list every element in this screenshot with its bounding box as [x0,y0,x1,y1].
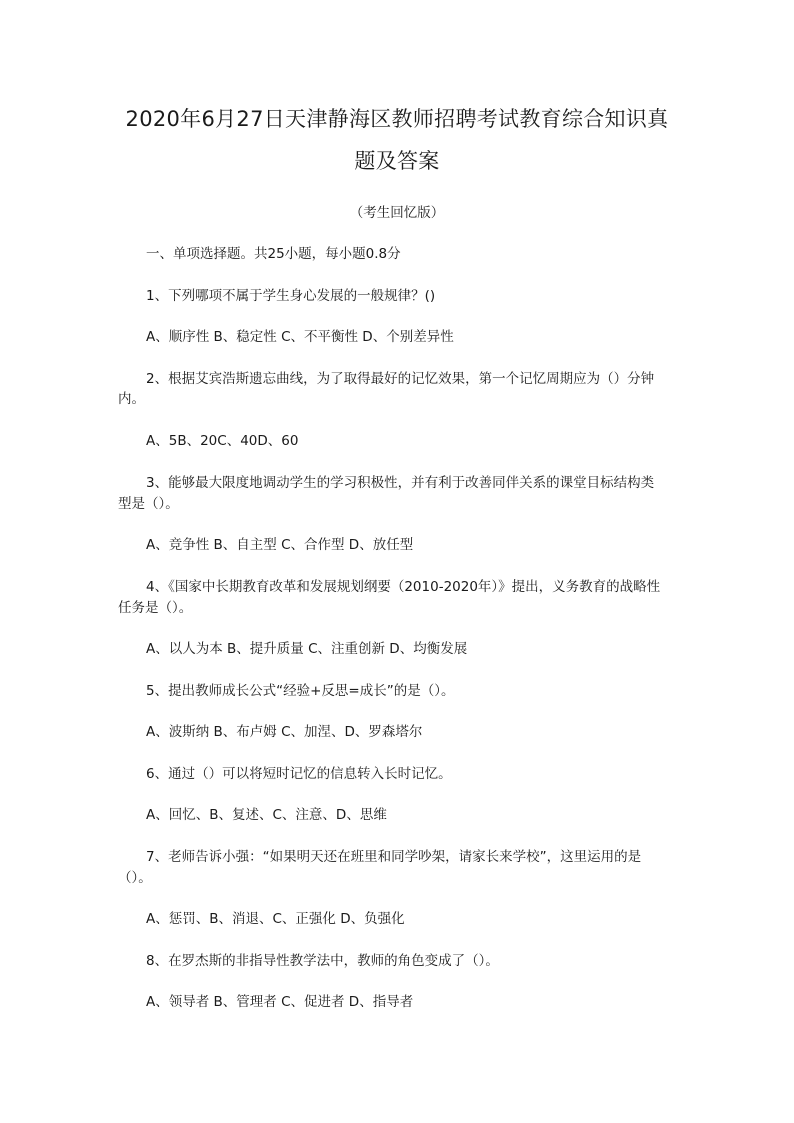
question-1-options-text: A、顺序性 B、稳定性 C、不平衡性 D、个别差异性 [146,329,454,345]
section-heading [118,244,678,264]
question-4-stem [118,577,678,597]
question-8-options [118,992,678,1012]
question-2-options-text: A、5B、20C、40D、60 [146,433,299,449]
question-5-options-text: A、波斯纳 B、布卢姆 C、加涅、D、罗森塔尔 [146,724,423,740]
question-6-stem [118,764,678,784]
question-5-stem-text: 5、提出教师成长公式“经验+反思=成长”的是（）。 [146,683,455,699]
question-2-stem-continued: 内。 [118,391,145,407]
question-3-stem-text: 3、能够最大限度地调动学生的学习积极性，并有利于改善同伴关系的课堂目标结构类 [146,475,655,491]
question-2-stem [118,369,678,389]
question-3-stem [118,473,678,493]
question-7-stem-continued: （）。 [118,870,152,886]
document-title-line-2: 题及答案 [354,149,440,173]
question-7-options [118,909,678,929]
section-heading-text: 一、单项选择题。共25小题，每小题0.8分 [146,246,401,262]
question-4-options [118,639,678,659]
question-2-options [118,431,678,451]
document-subtitle: （考生回忆版） [349,205,445,221]
question-8-stem [118,951,678,971]
question-5-stem [118,681,678,701]
question-5-options [118,722,678,742]
question-6-stem-text: 6、通过（）可以将短时记忆的信息转入长时记忆。 [146,766,452,782]
question-7-options-text: A、惩罚、B、消退、C、正强化 D、负强化 [146,911,405,927]
question-8-stem-text: 8、在罗杰斯的非指导性教学法中，教师的角色变成了（）。 [146,953,499,969]
question-4-stem-continued: 任务是（）。 [118,600,193,616]
question-3-options-text: A、竞争性 B、自主型 C、合作型 D、放任型 [146,537,414,553]
question-2-stem-text: 2、根据艾宾浩斯遗忘曲线，为了取得最好的记忆效果，第一个记忆周期应为（）分钟 [146,371,655,387]
document-title-line-1: 2020年6月27日天津静海区教师招聘考试教育综合知识真 [125,107,669,131]
question-6-options-text: A、回忆、B、复述、C、注意、D、思维 [146,807,387,823]
question-1-options [118,327,678,347]
question-3-options [118,535,678,555]
question-1-stem [118,286,678,306]
question-7-stem [118,847,678,867]
question-4-stem-text: 4、《国家中长期教育改革和发展规划纲要（2010-2020年）》提出，义务教育的战略性 [146,579,661,595]
question-1-stem-text: 1、下列哪项不属于学生身心发展的一般规律？() [146,288,436,304]
question-4-options-text: A、以人为本 B、提升质量 C、注重创新 D、均衡发展 [146,641,468,657]
question-6-options [118,805,678,825]
question-7-stem-text: 7、老师告诉小强：“如果明天还在班里和同学吵架，请家长来学校”，这里运用的是 [146,849,642,865]
question-8-options-text: A、领导者 B、管理者 C、促进者 D、指导者 [146,994,414,1010]
question-3-stem-continued: 型是（）。 [118,496,179,512]
